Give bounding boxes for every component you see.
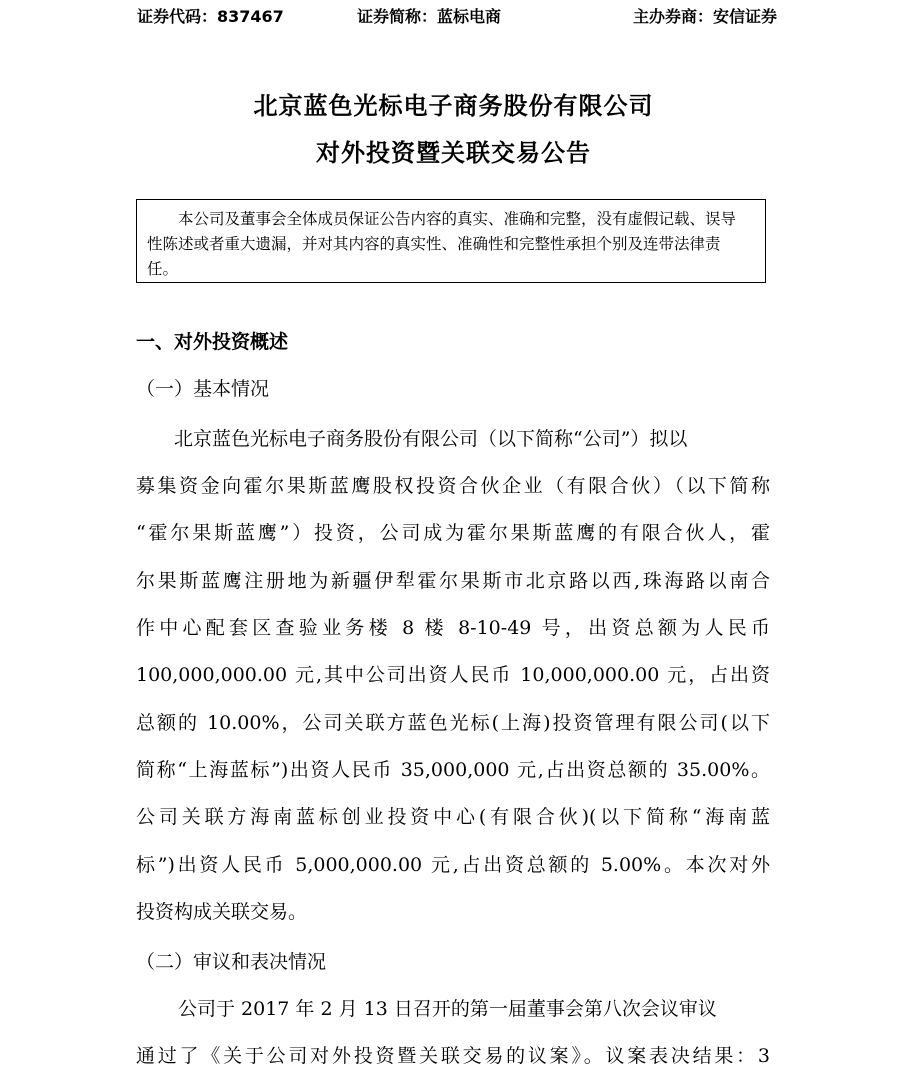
paragraph-line: 作中心配套区查验业务楼 8 楼 8-10-49 号，出资总额为人民币 xyxy=(136,617,770,639)
paragraph-line: 100,000,000.00 元,其中公司出资人民币 10,000,000.00 元，占出资 xyxy=(136,664,770,686)
paragraph-line: “霍尔果斯蓝鹰”）投资，公司成为霍尔果斯蓝鹰的有限合伙人，霍 xyxy=(136,522,770,544)
paragraph-line: 募集资金向霍尔果斯蓝鹰股权投资合伙企业（有限合伙）（以下简称 xyxy=(136,475,770,497)
paragraph-line: 通过了《关于公司对外投资暨关联交易的议案》。议案表决结果：3 xyxy=(136,1045,770,1067)
paragraph-line: 公司关联方海南蓝标创业投资中心(有限合伙)(以下简称“海南蓝 xyxy=(136,806,770,828)
paragraph-line: 北京蓝色光标电子商务股份有限公司（以下简称“公司”）拟以 xyxy=(174,428,688,450)
paragraph-line: 公司于 2017 年 2 月 13 日召开的第一届董事会第八次会议审议 xyxy=(178,998,717,1020)
section-heading: 一、对外投资概述 xyxy=(136,331,289,353)
announcement-title: 对外投资暨关联交易公告 xyxy=(316,139,591,167)
paragraph-line: 简称“上海蓝标”)出资人民币 35,000,000 元,占出资总额的 35.00%。 xyxy=(136,759,770,781)
sponsor-broker: 主办券商：安信证券 xyxy=(632,7,777,26)
disclaimer-box: 本公司及董事会全体成员保证公告内容的真实、准确和完整，没有虚假记载、误导性陈述或者重大遗漏，并对其内容的真实性、准确性和完整性承担个别及连带法律责任。 xyxy=(136,199,766,283)
paragraph-line: 投资构成关联交易。 xyxy=(136,901,308,923)
subsection-review-voting: （二）审议和表决情况 xyxy=(136,951,327,973)
subsection-basic-info: （一）基本情况 xyxy=(136,378,270,400)
company-title: 北京蓝色光标电子商务股份有限公司 xyxy=(253,92,654,120)
paragraph-line: 总额的 10.00%，公司关联方蓝色光标(上海)投资管理有限公司(以下 xyxy=(136,712,770,734)
document-header xyxy=(137,4,777,30)
paragraph-line: 尔果斯蓝鹰注册地为新疆伊犁霍尔果斯市北京路以西,珠海路以南合 xyxy=(136,570,770,592)
security-code: 证券代码：837467 xyxy=(137,7,284,26)
paragraph-line: 标”)出资人民币 5,000,000.00 元,占出资总额的 5.00%。本次对外 xyxy=(136,854,770,876)
security-short-name: 证券简称：蓝标电商 xyxy=(357,7,502,26)
